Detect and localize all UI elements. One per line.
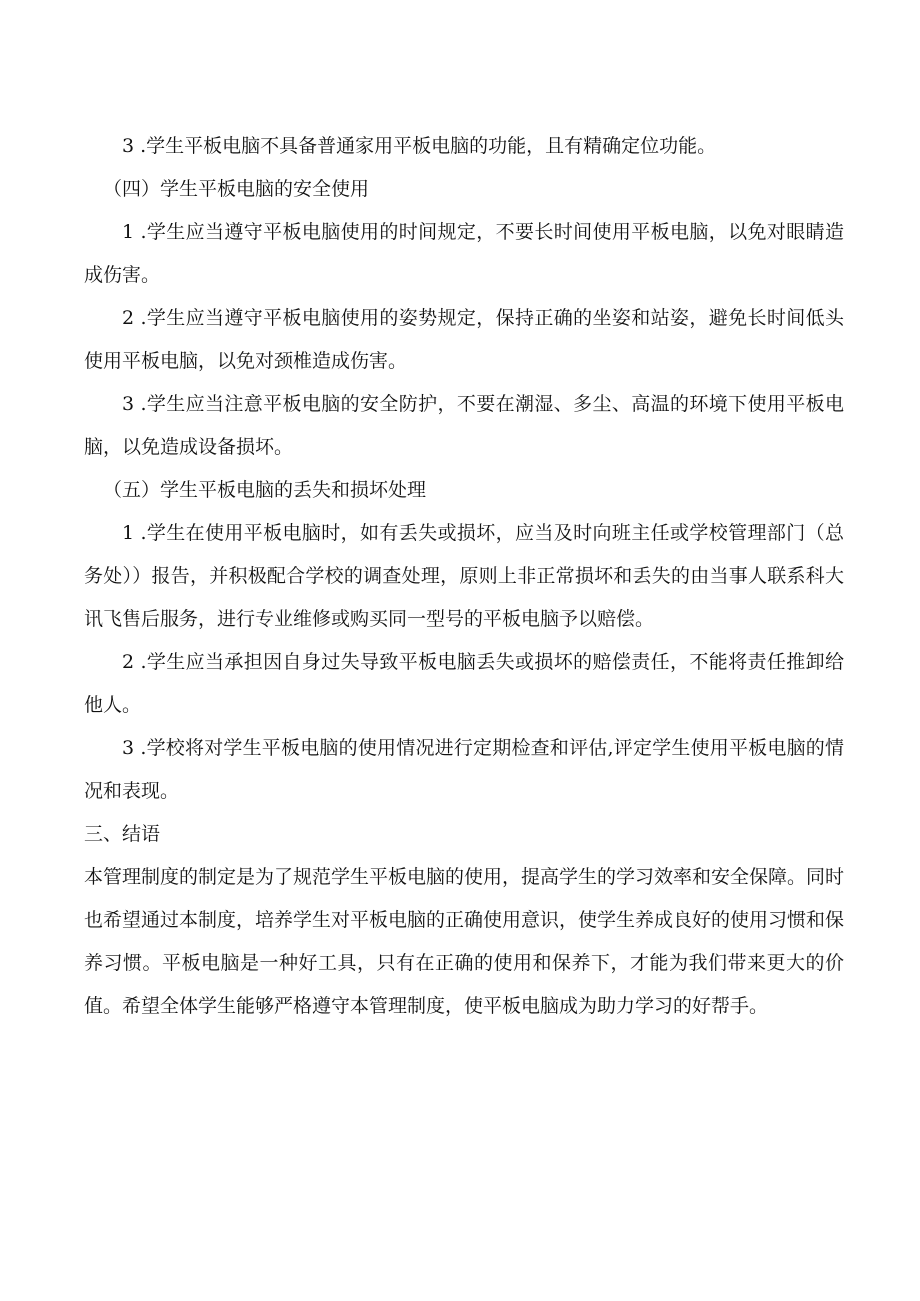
paragraph-3-inspection: 3 .学校将对学生平板电脑的使用情况进行定期检查和评估,评定学生使用平板电脑的情况和表现。 bbox=[84, 737, 844, 802]
paragraph-2-compensation: 2 .学生应当承担因自身过失导致平板电脑丢失或损坏的赔偿责任，不能将责任推卸给他人。 bbox=[84, 651, 844, 716]
section-heading-5-loss-damage: （五）学生平板电脑的丢失和损坏处理 bbox=[103, 479, 427, 501]
paragraph-3-no-household-functions: 3 .学生平板电脑不具备普通家用平板电脑的功能，且有精确定位功能。 bbox=[122, 135, 717, 157]
paragraph-1-time-rule: 1 .学生应当遵守平板电脑使用的时间规定，不要长时间使用平板电脑，以免对眼睛造成伤害。 bbox=[84, 221, 844, 286]
paragraph-3-safety-protection: 3 .学生应当注意平板电脑的安全防护，不要在潮湿、多尘、高温的环境下使用平板电脑，以免造成设备损坏。 bbox=[84, 393, 844, 458]
paragraph-2-posture-rule: 2 .学生应当遵守平板电脑使用的姿势规定，保持正确的坐姿和站姿，避免长时间低头使用平板电脑，以免对颈椎造成伤害。 bbox=[84, 307, 844, 372]
section-heading-conclusion: 三、结语 bbox=[84, 823, 161, 845]
paragraph-1-report-loss: 1 .学生在使用平板电脑时，如有丢失或损坏，应当及时向班主任或学校管理部门（总务处））报告，并积极配合学校的调查处理，原则上非正常损坏和丢失的由当事人联系科大讯飞售后服务，进行专业维修或购买同一型号的平板电脑予以赔偿。 bbox=[84, 522, 844, 630]
section-heading-4-safe-use: （四）学生平板电脑的安全使用 bbox=[103, 178, 370, 200]
paragraph-conclusion: 本管理制度的制定是为了规范学生平板电脑的使用，提高学生的学习效率和安全保障。同时也希望通过本制度，培养学生对平板电脑的正确使用意识，使学生养成良好的使用习惯和保养习惯。平板电脑是一种好工具，只有在正确的使用和保养下，才能为我们带来更大的价值。希望全体学生能够严格遵守本管理制度，使平板电脑成为助力学习的好帮手。 bbox=[84, 866, 845, 1017]
